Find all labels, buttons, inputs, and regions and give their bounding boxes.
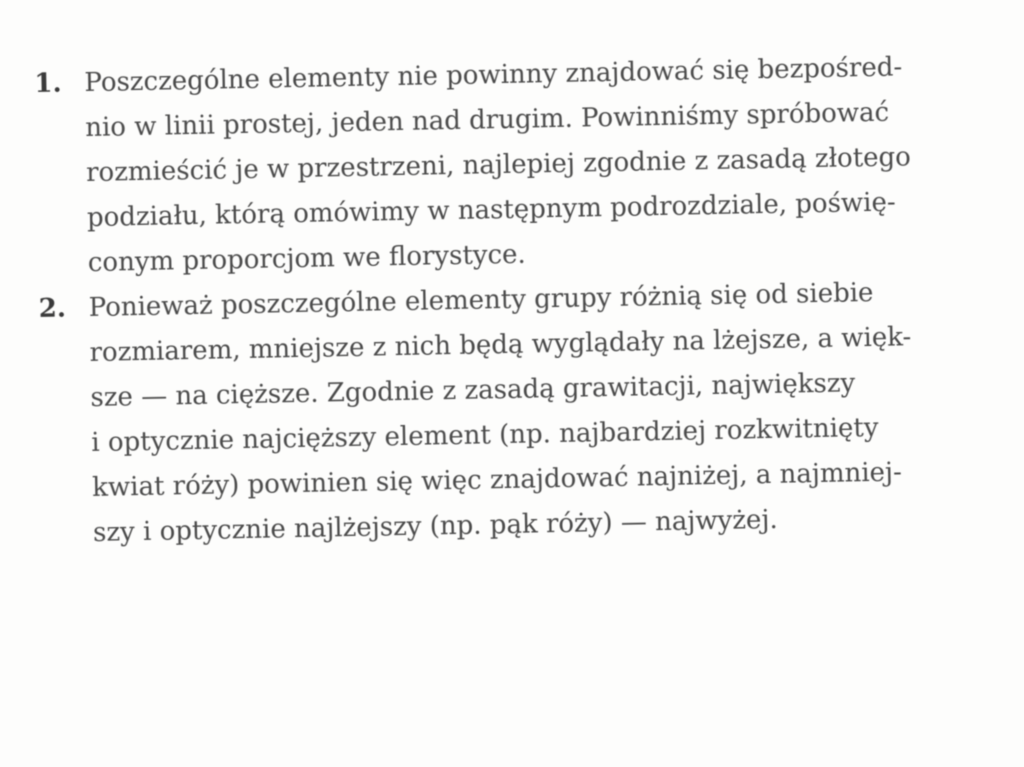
text-line: Ponieważ poszczególne elementy grupy różnią się od siebie: [88, 277, 874, 323]
list-item-text: [88, 269, 1003, 556]
text-line: podziału, którą omówimy w następnym podrozdziale, poświę-: [86, 187, 896, 234]
text-line: conym proporcjom we florystyce.: [87, 239, 527, 279]
text-line: rozmieścić je w przestrzeni, najlepiej zgodnie z zasadą złotego: [85, 142, 912, 189]
list-item-number: 1.: [34, 68, 62, 99]
list-item-text: [84, 44, 998, 286]
list-item-1: [34, 44, 998, 287]
text-line: Poszczególne elementy nie powinny znajdować się bezpośred-: [84, 52, 903, 99]
list-item-2: [38, 269, 1003, 557]
list-item-number: 2.: [38, 293, 67, 324]
text-line: nio w linii prostej, jeden nad drugim. Powinniśmy spróbować: [84, 97, 890, 144]
text-line: szy i optycznie najlżejszy (np. pąk róży) — najwyżej.: [92, 504, 778, 548]
text-line: kwiat róży) powinien się więc znajdować najniżej, a najmniej-: [91, 457, 903, 503]
text-line: sze — na cięższe. Zgodnie z zasadą grawitacji, największy: [90, 368, 856, 413]
text-line: rozmiarem, mniejsze z nich będą wyglądały na lżejsze, a więk-: [89, 322, 912, 368]
numbered-list: [34, 44, 1003, 557]
text-line: i optycznie najcięższy element (np. najbardziej rozkwitnięty: [91, 412, 879, 458]
